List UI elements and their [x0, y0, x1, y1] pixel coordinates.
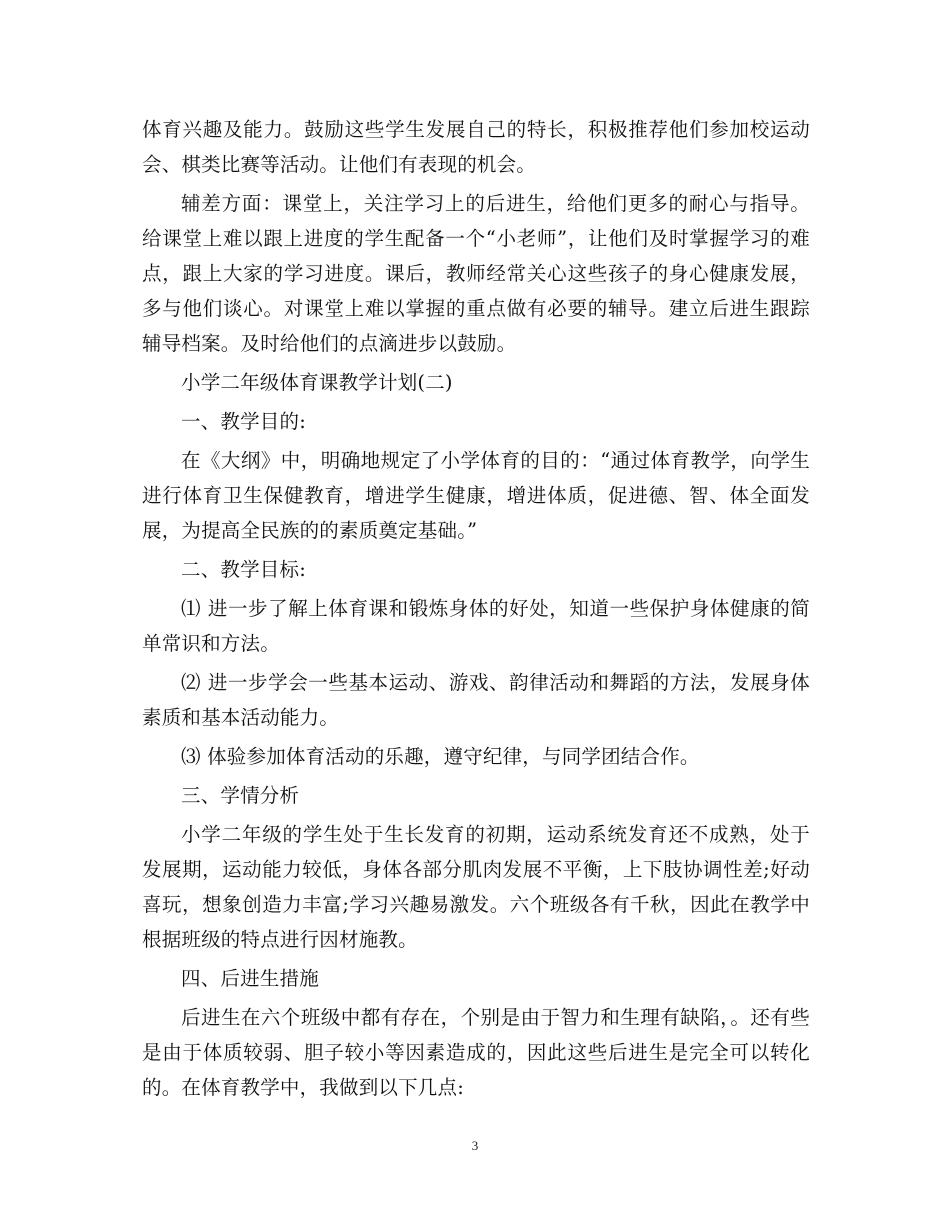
paragraph-syllabus-purpose: 在《大纲》中，明确地规定了小学体育的目的：“通过体育教学，向学生进行体育卫生保健教育，增进学生健康，增进体质，促进德、智、体全面发展，为提高全民族的的素质奠定基础。” [142, 449, 810, 542]
heading-student-analysis: 三、学情分析 [181, 784, 300, 807]
heading-teaching-purpose: 一、教学目的: [181, 410, 306, 433]
section-title-plan-two: 小学二年级体育课教学计划(二) [181, 371, 453, 394]
list-item-goal-1: ⑴ 进一步了解上体育课和锻炼身体的好处，知道一些保护身体健康的简单常识和方法。 [142, 597, 810, 655]
list-item-goal-3: ⑶ 体验参加体育活动的乐趣，遵守纪律，与同学团结合作。 [181, 745, 700, 768]
heading-teaching-goals: 二、教学目标: [181, 558, 306, 581]
paragraph-remedial-measures: 辅差方面：课堂上，关注学习上的后进生，给他们更多的耐心与指导。给课堂上难以跟上进度的学生配备一个“小老师”，让他们及时掌握学习的难点，跟上大家的学习进度。课后，教师经常关心这些孩子的身心健康发展，多与他们谈心。对课堂上难以掌握的重点做有必要的辅导。建立后进生跟踪辅导档案。及时给他们的点滴进步以鼓励。 [142, 192, 810, 355]
document-body [142, 112, 810, 1105]
list-item-goal-2: ⑵ 进一步学会一些基本运动、游戏、韵律活动和舞蹈的方法，发展身体素质和基本活动能力。 [142, 671, 810, 729]
paragraph-continuation: 体育兴趣及能力。鼓励这些学生发展自己的特长，积极推荐他们参加校运动会、棋类比赛等活动。让他们有表现的机会。 [142, 118, 810, 176]
paragraph-underachiever-measures: 后进生在六个班级中都有存在，个别是由于智力和生理有缺陷，。还有些是由于体质较弱、胆子较小等因素造成的，因此这些后进生是完全可以转化的。在体育教学中，我做到以下几点: [142, 1006, 810, 1099]
page-number: 3 [471, 1138, 479, 1153]
paragraph-student-analysis: 小学二年级的学生处于生长发育的初期，运动系统发育还不成熟，处于发展期，运动能力较低，身体各部分肌肉发展不平衡，上下肢协调性差;好动喜玩，想象创造力丰富;学习兴趣易激发。六个班级各有千秋，因此在教学中根据班级的特点进行因材施教。 [142, 823, 810, 951]
heading-underachiever-measures: 四、后进生措施 [181, 967, 319, 990]
